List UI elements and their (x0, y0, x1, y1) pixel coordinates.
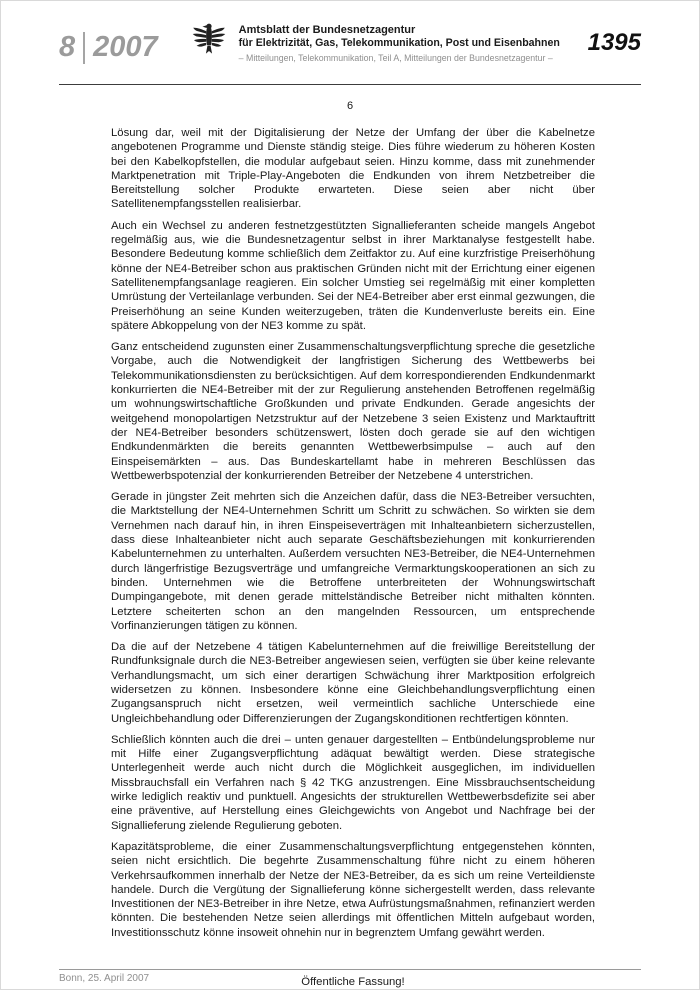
paragraph: Auch ein Wechsel zu anderen festnetzgestützten Signallieferanten scheide mangels Angebot regelmäßig aus, wie die Bundesnetzagentur selbst in ihrer Marktanalyse festgestellt habe. Besondere Bedeutung komme schließlich dem Zeitfaktor zu. Auf eine kurzfristige Preiserhöhung könne der NE4-Betreiber schon aus praktischen Gründen nicht mit der Errichtung einer eigenen Satellitenempfangsanlage reagieren. Ein solcher Umstieg sei regelmäßig mit einer kompletten Umrüstung der Verteilanlage verbunden. Sei der NE4-Betreiber aber erst einmal gezwungen, die Preiserhöhung an seine Kunden weiterzugeben, träten die Kundenverluste bereits ein. Eine spätere Abkoppelung von der NE3 komme zu spät. (111, 219, 595, 332)
issue-number: 8 (59, 31, 76, 63)
paragraph: Schließlich könnten auch die drei – unten genauer dargestellten – Entbündelungsprobleme nur mit Hilfe einer Zugangsverpflichtung adäquat bewältigt werden. Diese strategische Unterlegenheit werde auch nicht durch die Möglichkeit ausgeglichen, im individuellen Missbrauchsfall ein Verfahren nach § 42 TKG anzustrengen. Eine Missbrauchsentscheidung wirke lediglich reaktiv und punktuell. Angesichts der strukturellen Wettbewerbsdefizite sei aber eine präventive, auf Herstellung eines Gleichgewichts von Angebot und Nachfrage bei der Signallieferung zielende Regulierung geboten. (111, 733, 595, 832)
gazette-title-line2: für Elektrizität, Gas, Telekommunikation, Post und Eisenbahnen (238, 37, 560, 49)
paragraph: Da die auf der Netzebene 4 tätigen Kabelunternehmen auf die freiwillige Bereitstellung der Rundfunksignale durch die NE3-Betreiber angewiesen seien, verfügten sie über keine relevante Verhandlungsmacht, um sich einer derartigen Schwächung ihrer Marktposition erfolgreich widersetzen zu können. Insbesondere könne eine Gleichbehandlungsverpflichtung einen Zugangsanspruch nicht ersetzen, weil vermeintlich sachliche Unterschiede eine Ungleichbehandlung oder Differenzierungen der Zugangskonditionen rechtfertigen könnten. (111, 641, 595, 725)
footer-place-date: Bonn, 25. April 2007 (59, 973, 150, 984)
gazette-page-number: 1395 (587, 29, 641, 56)
paragraph: Kapazitätsprobleme, die einer Zusammenschaltungsverpflichtung entgegenstehen könnten, seien nicht ersichtlich. Die begehrte Zusammenschaltung führe nicht zu einem höheren Verkehrsaufkommen innerhalb der Netze der NE3-Betreiber, da es sich um reine Verteildienste handele. Durch die Vergütung der Signallieferung könne sichergestellt werden, dass relevante Investitionen der NE3-Betreiber in ihre Netze, etwa Aufrüstungsmaßnahmen, refinanziert werden könnten. Die bestehenden Netze seien allerdings mit öffentlichen Mitteln aufgebaut worden, Investitionsschutz könne insoweit ohnehin nur in begrenztem Umfang gewährt werden. (111, 840, 595, 939)
paragraph: Lösung dar, weil mit der Digitalisierung der Netze der Umfang der über die Kabelnetze angebotenen Programme und Dienste ständig steige. Dies führe wiederum zu höheren Kosten bei den Kabelkopfstellen, die modular aufgebaut seien. Hinzu komme, dass mit zunehmender Marktpenetration mit Triple-Play-Angeboten die Endkunden von ihrem Netzbetreiber die Bereitstellung solcher Produkte erwarteten. Diese seien aber nicht über Satellitenempfangsstellen realisierbar. (111, 127, 595, 211)
header (59, 19, 641, 79)
paragraph: Ganz entscheidend zugunsten einer Zusammenschaltungsverpflichtung spreche die gesetzliche Vorgabe, auch die Notwendigkeit der langfristigen Sicherung des Wettbewerbs bei Telekommunikationsdiensten zu berücksichtigen. Auf dem korrespondierenden Endkundenmarkt konkurrierten die NE4-Betreiber mit der zur Regulierung anstehenden Betroffenen regelmäßig um wohnungswirtschaftliche Großkunden und private Endkunden. Gerade angesichts der weitgehend monopolartigen Netzstruktur auf der Netzebene 3 seien Existenz und Marktauftritt der NE4-Betreiber besonders schützenswert, lösten doch gerade sie auf den wichtigen Endkundenmärkten die bereits genannten Wettbewerbsimpulse – auch auf den Einspeisemärkten – aus. Das Bundeskartellamt habe in mehreren Beschlüssen das Wettbewerbspotenzial der konkurrierenden Betreiber der Netzebene 4 unterstrichen. (111, 341, 595, 482)
public-version-note: Öffentliche Fassung! (301, 976, 405, 989)
document-body (111, 126, 595, 988)
header-rule (59, 84, 641, 85)
issue-number-block (59, 31, 158, 64)
gazette-title-line3: – Mitteilungen, Telekommunikation, Teil A, Mitteilungen der Bundesnetzagentur – (238, 53, 553, 63)
footer (59, 969, 641, 984)
bundesadler-eagle-icon (192, 19, 226, 64)
center-page-number: 6 (346, 100, 354, 112)
paragraph: Gerade in jüngster Zeit mehrten sich die Anzeichen dafür, dass die NE3-Betreiber versuchten, die Marktstellung der NE4-Unternehmen Schritt um Schritt zu schwächen. So wirkten sie dem Vernehmen nach darauf hin, in ihren Einspeiseverträgen mit Inhalteanbietern sicherzustellen, dass diese Inhalteanbieter nicht auch separate Geschäftsbeziehungen mit konkurrierenden Kabelunternehmen zu unterhalten. Außerdem versuchten NE3-Betreiber, die NE4-Unternehmen durch längerfristige Bezugsverträge und umfangreiche Vermarktungskooperationen an sich zu binden. Unternehmen wie die Betroffene unterbreiteten der Wohnungswirtschaft Dumpingangebote, mit denen gerade mittelständische Betreiber nicht mithalten könnten. Letztere scheiterten schon an den mangelnden Ressourcen, um entsprechende Vorfinanzierungen tätigen zu können. (111, 491, 595, 632)
gazette-title-line1: Amtsblatt der Bundesnetzagentur (238, 24, 416, 36)
footer-rule (59, 969, 641, 970)
issue-year: 2007 (93, 31, 158, 63)
gazette-title-block (239, 19, 560, 64)
issue-divider (83, 32, 85, 64)
